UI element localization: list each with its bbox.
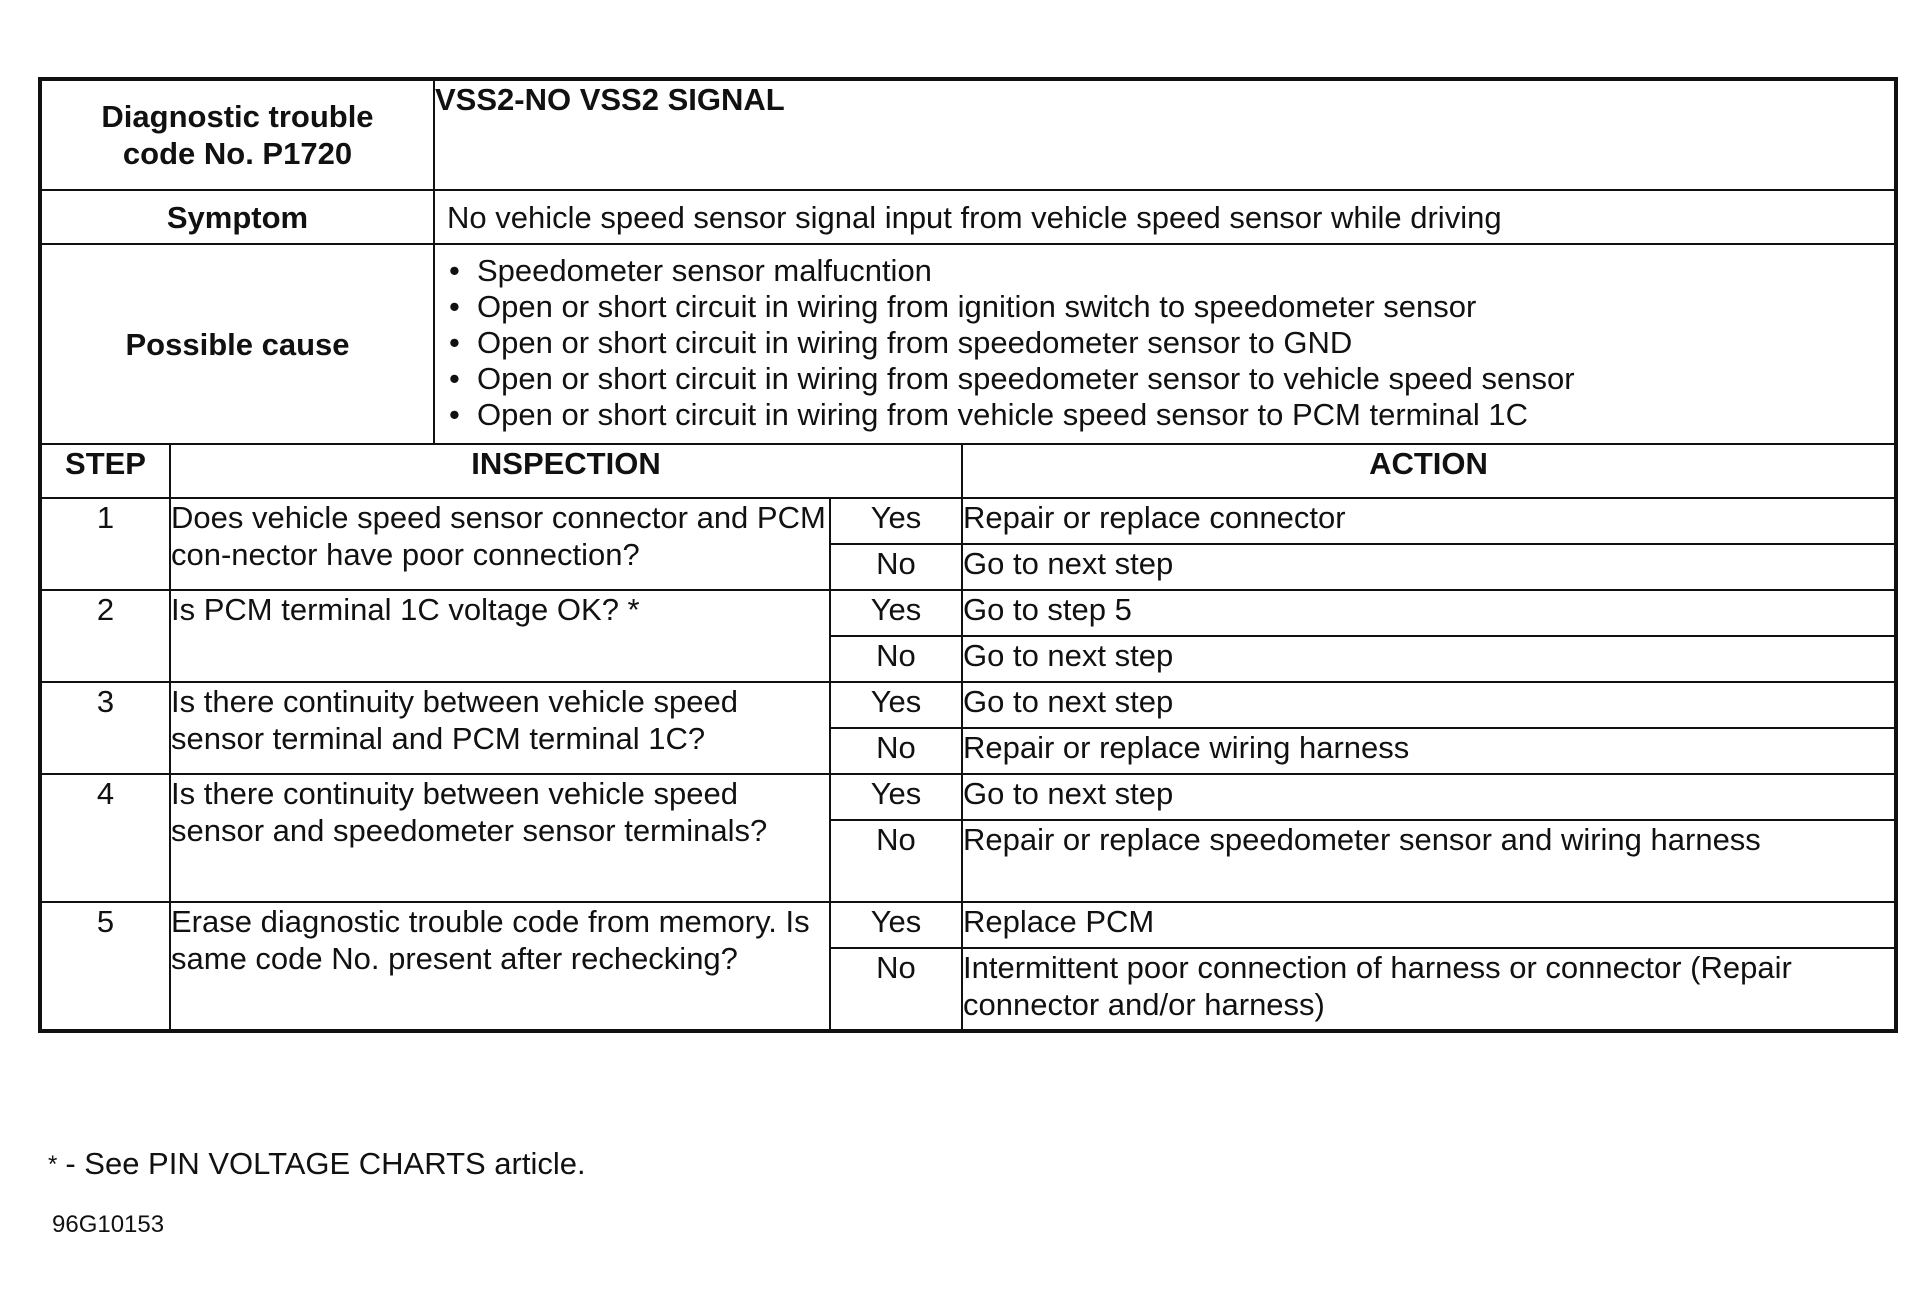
- cause-item: • Open or short circuit in wiring from vehicle speed sensor to PCM terminal 1C: [447, 397, 1894, 433]
- step-inspection: Erase diagnostic trouble code from memory. Is same code No. present after rechecking?: [170, 902, 830, 1031]
- step-inspection: Is PCM terminal 1C voltage OK? *: [170, 590, 830, 682]
- no-action: Intermittent poor connection of harness or connector (Repair connector and/or harness): [962, 948, 1896, 1031]
- no-label: No: [830, 636, 962, 682]
- possible-cause-label: Possible cause: [40, 244, 434, 444]
- symptom-text: No vehicle speed sensor signal input from vehicle speed sensor while driving: [434, 190, 1896, 244]
- yes-action: Go to step 5: [962, 590, 1896, 636]
- yes-action: Go to next step: [962, 682, 1896, 728]
- no-action: Go to next step: [962, 544, 1896, 590]
- yes-action: Replace PCM: [962, 902, 1896, 948]
- step-inspection: Is there continuity between vehicle speed sensor and speedometer sensor terminals?: [170, 774, 830, 902]
- column-header-step: STEP: [40, 444, 170, 498]
- footnote-asterisk: *: [48, 1151, 58, 1178]
- symptom-label: Symptom: [40, 190, 434, 244]
- yes-label: Yes: [830, 902, 962, 948]
- symptom-row: [40, 190, 1896, 244]
- possible-cause-cell: [434, 244, 1896, 444]
- no-action: Repair or replace speedometer sensor and wiring harness: [962, 820, 1896, 902]
- cause-list: [435, 245, 1894, 433]
- yes-action: Repair or replace connector: [962, 498, 1896, 544]
- step-number: 3: [40, 682, 170, 774]
- yes-action: Go to next step: [962, 774, 1896, 820]
- step-number: 5: [40, 902, 170, 1031]
- step-row-yes: [40, 590, 1896, 636]
- yes-label: Yes: [830, 774, 962, 820]
- step-inspection: Does vehicle speed sensor connector and PCM con-nector have poor connection?: [170, 498, 830, 590]
- no-label: No: [830, 820, 962, 902]
- cause-item: • Open or short circuit in wiring from speedometer sensor to GND: [447, 325, 1894, 361]
- no-action: Repair or replace wiring harness: [962, 728, 1896, 774]
- no-label: No: [830, 728, 962, 774]
- yes-label: Yes: [830, 590, 962, 636]
- possible-cause-row: [40, 244, 1896, 444]
- footnote: [48, 1145, 586, 1183]
- cause-item: • Speedometer sensor malfucntion: [447, 253, 1894, 289]
- diagnostic-sheet: [38, 77, 1894, 1033]
- no-label: No: [830, 544, 962, 590]
- dtc-label: Diagnostic trouble code No. P1720: [40, 79, 434, 190]
- step-number: 4: [40, 774, 170, 902]
- column-header-action: ACTION: [962, 444, 1896, 498]
- step-row-yes: [40, 682, 1896, 728]
- step-number: 1: [40, 498, 170, 590]
- cause-item: • Open or short circuit in wiring from ignition switch to speedometer sensor: [447, 289, 1894, 325]
- step-number: 2: [40, 590, 170, 682]
- no-label: No: [830, 948, 962, 1031]
- no-action: Go to next step: [962, 636, 1896, 682]
- step-row-yes: [40, 774, 1896, 820]
- yes-label: Yes: [830, 682, 962, 728]
- column-header-row: [40, 444, 1896, 498]
- step-row-yes: [40, 498, 1896, 544]
- yes-label: Yes: [830, 498, 962, 544]
- footnote-text: - See PIN VOLTAGE CHARTS article.: [65, 1146, 586, 1181]
- dtc-title: VSS2-NO VSS2 SIGNAL: [434, 79, 1896, 190]
- step-row-yes: [40, 902, 1896, 948]
- figure-code: 96G10153: [52, 1211, 165, 1238]
- column-header-inspection: INSPECTION: [170, 444, 962, 498]
- step-inspection: Is there continuity between vehicle speed sensor terminal and PCM terminal 1C?: [170, 682, 830, 774]
- diagnostic-table: [38, 77, 1898, 1033]
- dtc-row: [40, 79, 1896, 190]
- cause-item: • Open or short circuit in wiring from speedometer sensor to vehicle speed sensor: [447, 361, 1894, 397]
